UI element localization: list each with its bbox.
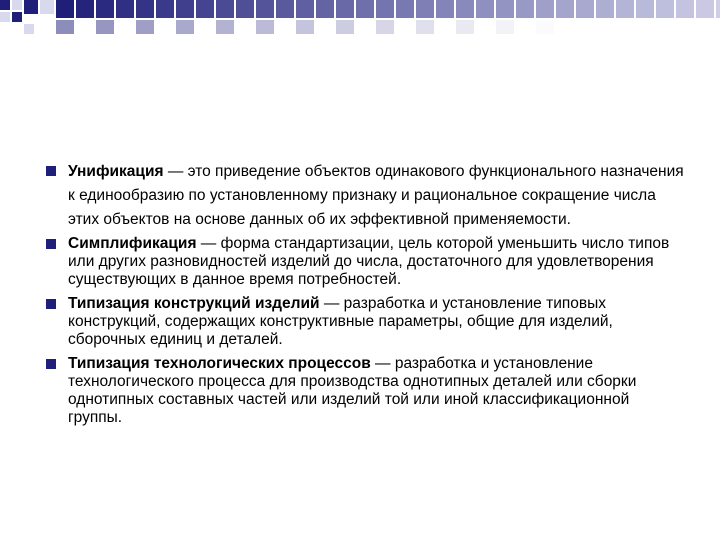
decor-square xyxy=(0,12,10,22)
decor-square xyxy=(516,0,534,18)
decor-square xyxy=(576,20,594,34)
decor-square xyxy=(136,20,154,34)
decor-square xyxy=(396,0,414,18)
decor-square xyxy=(76,0,94,18)
decor-square xyxy=(416,20,434,34)
decor-square xyxy=(596,0,614,18)
decor-square xyxy=(40,0,54,14)
decor-square xyxy=(216,20,234,34)
decor-square xyxy=(536,20,554,34)
decor-square xyxy=(216,0,234,18)
decor-square xyxy=(296,0,314,18)
decor-square xyxy=(296,20,314,34)
decor-square xyxy=(96,0,114,18)
decor-square xyxy=(456,0,474,18)
list-item-text xyxy=(68,235,686,289)
decor-square xyxy=(256,0,274,18)
decor-square xyxy=(276,0,294,18)
list-item-process-typification xyxy=(46,355,686,427)
definition-text: — разработка и установление технологического процесса для производства однотипных деталей или сборки однотипных составных частей или изделий той или иной классификационной группы. xyxy=(68,355,637,426)
decor-square xyxy=(336,0,354,18)
definition-text: — разработка и установление типовых конструкций, содержащих конструктивные параметры, общие для изделий, сборочных единиц и деталей. xyxy=(68,295,613,348)
decor-square xyxy=(616,20,634,34)
decor-square xyxy=(336,20,354,34)
decor-square xyxy=(656,0,674,18)
decor-square xyxy=(356,0,374,18)
decor-square xyxy=(56,0,74,18)
decor-square xyxy=(24,24,34,34)
decor-square xyxy=(316,0,334,18)
list-item-text xyxy=(68,295,686,349)
decor-square xyxy=(236,0,254,18)
decor-square xyxy=(12,12,22,22)
list-item-text xyxy=(68,355,686,427)
square-bullet-icon xyxy=(46,239,56,249)
decor-square xyxy=(376,20,394,34)
decor-square xyxy=(716,0,720,18)
decor-square xyxy=(256,20,274,34)
square-bullet-icon xyxy=(46,359,56,369)
decor-square xyxy=(536,0,554,18)
decor-square xyxy=(496,20,514,34)
decor-square xyxy=(616,0,634,18)
decor-square xyxy=(96,20,114,34)
decor-square xyxy=(176,20,194,34)
term-label: Типизация конструкций изделий xyxy=(68,295,320,312)
decor-square xyxy=(176,0,194,18)
decor-square xyxy=(0,0,10,10)
decor-square xyxy=(496,0,514,18)
term-label: Унификация xyxy=(68,163,164,180)
list-item-simplification xyxy=(46,235,686,289)
decor-square xyxy=(136,0,154,18)
decor-square xyxy=(696,0,714,18)
decor-square xyxy=(24,0,38,14)
decor-square xyxy=(676,0,694,18)
square-bullet-icon xyxy=(46,299,56,309)
list-item-design-typification xyxy=(46,295,686,349)
decor-square xyxy=(376,0,394,18)
decor-square xyxy=(556,0,574,18)
decor-square xyxy=(436,0,454,18)
bullet-list xyxy=(46,160,686,427)
term-label: Типизация технологических процессов xyxy=(68,355,371,372)
decor-square xyxy=(656,20,674,34)
decor-square xyxy=(116,0,134,18)
decor-square xyxy=(156,0,174,18)
list-item-text xyxy=(68,160,686,232)
decor-square xyxy=(476,0,494,18)
definition-text: — форма стандартизации, цель которой уменьшить число типов или других разновидностей изделий до числа, достаточного для удовлетворения существующих в данное время потребностей. xyxy=(68,235,670,288)
checkered-band-icon xyxy=(0,0,720,40)
square-bullet-icon xyxy=(46,166,56,176)
header-decoration xyxy=(0,0,720,40)
decor-square xyxy=(576,0,594,18)
decor-square xyxy=(416,0,434,18)
definition-text: — это приведение объектов одинакового функционального назначения к единообразию по установленному признаку и рациональное сокращение числа этих объектов на основе данных об их эффективной применяемости. xyxy=(68,163,684,228)
decor-square xyxy=(196,0,214,18)
decor-square xyxy=(636,0,654,18)
decor-square xyxy=(12,0,22,10)
list-item-unification xyxy=(46,160,686,232)
decor-square xyxy=(56,20,74,34)
decor-square xyxy=(696,20,714,34)
decor-square xyxy=(456,20,474,34)
term-label: Симплификация xyxy=(68,235,197,252)
